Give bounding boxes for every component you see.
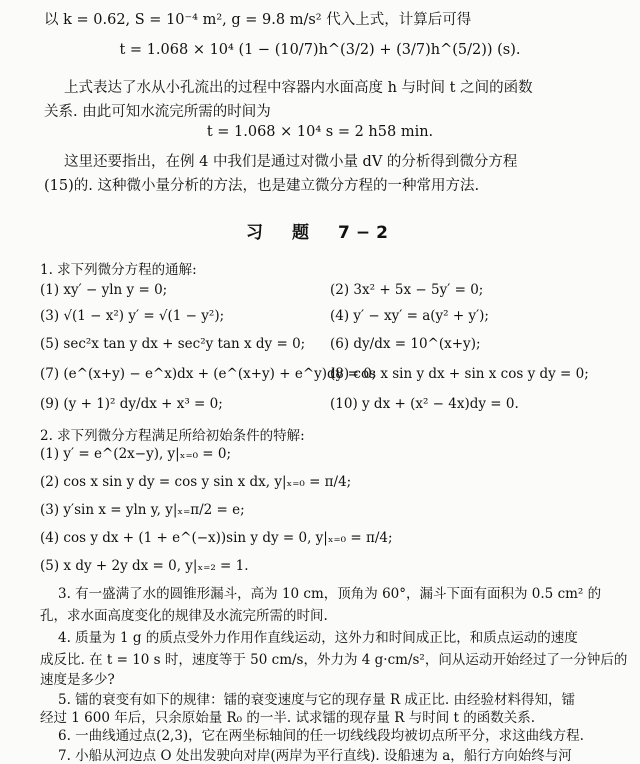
exercise-item: (2) cos x sin y dy = cos y sin x dx, y|ₓ₌₀ = π/4; [40, 474, 352, 490]
intro-line: 以 k = 0.62, S = 10⁻⁴ m², g = 9.8 m/s² 代入上式，计算后可得 [44, 12, 472, 28]
exercise-7: 7. 小船从河边点 O 处出发驶向对岸(两岸为平行直线). 设船速为 a，船行方向始终与河 [58, 748, 572, 764]
exercise-item: (4) cos y dx + (1 + e^(−x))sin y dy = 0, y|ₓ₌₀ = π/4; [40, 530, 393, 546]
exercise-item: (9) (y + 1)² dy/dx + x³ = 0; [40, 396, 223, 412]
paragraph-line: (15)的. 这种微小量分析的方法，也是建立微分方程的一种常用方法. [44, 178, 480, 194]
exercise-4: 4. 质量为 1 g 的质点受外力作用作直线运动，这外力和时间成正比，和质点运动的速度 [58, 630, 578, 646]
exercise-item: (8) cos x sin y dx + sin x cos y dy = 0; [330, 366, 589, 382]
paragraph-line: 上式表达了水从小孔流出的过程中容器内水面高度 h 与时间 t 之间的函数 [64, 80, 533, 96]
exercise-item: (4) y′ − xy′ = a(y² + y′); [330, 308, 489, 324]
exercise-4-cont: 速度是多少? [40, 672, 115, 688]
exercise-5: 5. 镭的衰变有如下的规律：镭的衰变速度与它的现存量 R 成正比. 由经验材料得知，镭 [58, 692, 576, 708]
exercise-3: 3. 有一盛满了水的圆锥形漏斗，高为 10 cm，顶角为 60°，漏斗下面有面积为 0.5 cm² 的 [58, 586, 602, 602]
exercise-6: 6. 一曲线通过点(2,3)，它在两坐标轴间的任一切线线段均被切点所平分，求这曲线方程. [58, 728, 584, 744]
equation-t: t = 1.068 × 10⁴ (1 − (10/7)h^(3/2) + (3/7)h^(5/2)) (s). [119, 42, 521, 58]
exercise-item: (5) sec²x tan y dx + sec²y tan x dy = 0; [40, 336, 306, 352]
exercise-2-heading: 2. 求下列微分方程满足所给初始条件的特解: [40, 428, 305, 444]
exercise-1-heading: 1. 求下列微分方程的通解: [40, 262, 197, 278]
exercise-item: (1) xy′ − yln y = 0; [40, 282, 168, 298]
exercise-item: (1) y′ = e^(2x−y), y|ₓ₌₀ = 0; [40, 446, 232, 462]
exercise-item: (5) x dy + 2y dx = 0, y|ₓ₌₂ = 1. [40, 558, 249, 574]
paragraph-line: 这里还要指出，在例 4 中我们是通过对微小量 dV 的分析得到微分方程 [64, 154, 518, 170]
paragraph-line: 关系. 由此可知水流完所需的时间为 [44, 104, 271, 120]
exercise-item: (2) 3x² + 5x − 5y′ = 0; [330, 282, 484, 298]
equation-total-time: t = 1.068 × 10⁴ s = 2 h58 min. [206, 124, 434, 140]
exercise-item: (3) √(1 − x²) y′ = √(1 − y²); [40, 308, 225, 324]
section-title: 习 题 7−2 [246, 223, 394, 243]
exercise-item: (3) y′sin x = yln y, y|ₓ₌π/2 = e; [40, 502, 245, 518]
exercise-item: (6) dy/dx = 10^(x+y); [330, 336, 481, 352]
exercise-3-cont: 孔，求水面高度变化的规律及水流完所需的时间. [40, 608, 328, 624]
exercise-item: (7) (e^(x+y) − e^x)dx + (e^(x+y) + e^y)dy = 0; [40, 366, 377, 382]
exercise-item: (10) y dx + (x² − 4x)dy = 0. [330, 396, 519, 412]
exercise-4-cont: 成反比. 在 t = 10 s 时，速度等于 50 cm/s，外力为 4 g·cm/s²，问从运动开始经过了一分钟后的 [40, 652, 628, 668]
exercise-5-cont: 经过 1 600 年后，只余原始量 R₀ 的一半. 试求镭的现存量 R 与时间 t 的函数关系. [40, 710, 536, 726]
